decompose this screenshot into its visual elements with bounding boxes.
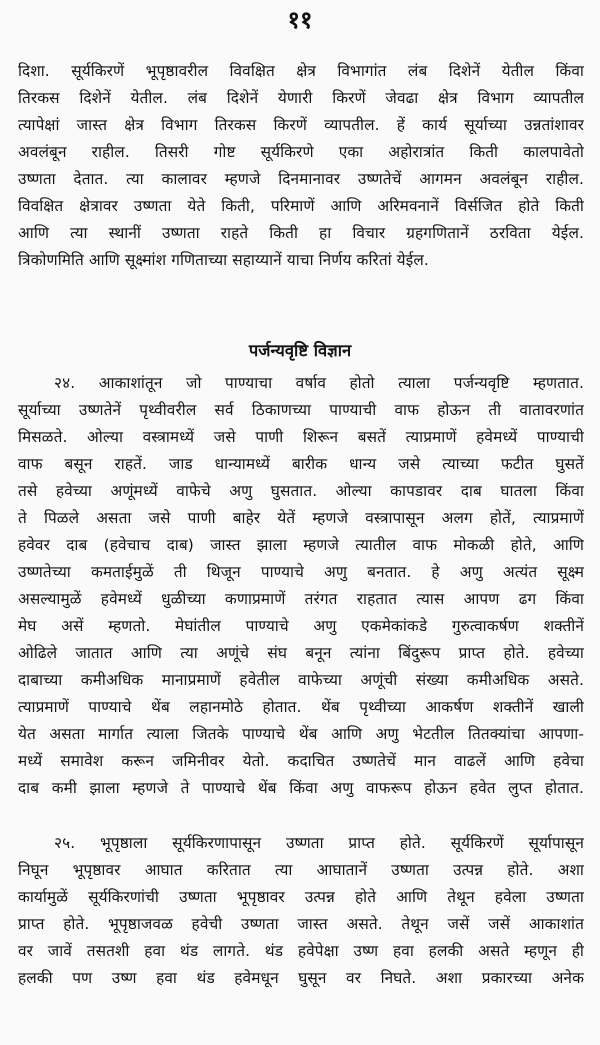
text-line: दिशा. सूर्यकिरणें भूपृष्ठावरील विवक्षित क्षेत्र विभागांत लंब दिशेनें येतील किंवा <box>18 62 584 80</box>
text-line: उष्णता देतात. त्या कालावर म्हणजे दिनमानावर उष्णतेचें आगमन अवलंबून राहील. <box>18 170 584 188</box>
text-line: तिरकस दिशेनें येतील. लंब दिशेनें येणारी किरणें जेवढा क्षेत्र विभाग व्यापतील <box>18 89 584 107</box>
text-line: तसे हवेच्या अणूंमध्यें वाफेचे अणु घुसतात. ओल्या कापडावर दाब घातला किंवा <box>18 482 584 500</box>
text-line: २५. भूपृष्ठाला सूर्यकिरणापासून उष्णता प्राप्त होते. सूर्यकिरणें सूर्यापासून <box>54 834 584 852</box>
text-line: हलकी पण उष्ण हवा थंड हवेमधून घुसून वर निघते. अशा प्रकारच्या अनेक <box>18 969 584 987</box>
text-line: दाब कमी झाला म्हणजे ते पाण्याचे थेंब किंवा अणु वाफरूप होऊन हवेत लुप्त होतात. <box>18 779 584 797</box>
text-line: २४. आकाशांतून जो पाण्याचा वर्षाव होतो त्याला पर्जन्यवृष्टि म्हणतात. <box>54 374 584 392</box>
page-number: ११ <box>287 6 313 34</box>
text-line: मेघ असें म्हणतो. मेघांतील पाण्याचे अणु एकमेकांकडे गुरुत्वाकर्षण शक्तीनें <box>18 617 584 635</box>
section-heading: पर्जन्यवृष्टि विज्ञान <box>248 341 352 360</box>
text-line: आणि त्या स्थानीं उष्णता राहते किती हा विचार ग्रहगणितानें ठरविता येईल. <box>18 224 584 242</box>
text-line: ओढिले जातात आणि त्या अणूंचे संघ बनून त्यांना बिंदुरूप प्राप्त होते. हवेच्या <box>18 644 584 662</box>
text-line: अवलंबून राहील. तिसरी गोष्ट सूर्यकिरणे एका अहोरात्रांत किती कालपावेतो <box>18 143 584 161</box>
text-line: येत असता मार्गात त्याला जितके पाण्याचे थेंब आणि अणु भेटतील तितक्यांचा आपणा- <box>18 725 584 743</box>
text-line: निघून भूपृष्ठावर आघात करितात त्या आघातानें उष्णता उत्पन्न होते. अशा <box>18 861 584 879</box>
text-line: ते पिळले असता जसे पाणी बाहेर येतें म्हणजे वस्त्रापासून अलग होतें, त्याप्रमाणें <box>18 509 584 527</box>
text-line: त्यापेक्षां जास्त क्षेत्र विभाग तिरकस किरणें व्यापतील. हें कार्य सूर्याच्या उन्नतांशावर <box>18 116 584 134</box>
text-line: वर जावें तसतशी हवा थंड लागते. थंड हवेपेक्षा उष्ण हवा हलकी असते म्हणून ही <box>18 942 584 960</box>
text-line: असल्यामुळें हवेमध्यें धुळीच्या कणाप्रमाणें तरंगत राहतात त्यास आपण ढग किंवा <box>18 590 584 608</box>
text-line: वाफ बसून राहतें. जाड धान्यामध्यें बारीक धान्य जसे त्याच्या फटीत घुसतें <box>18 455 584 473</box>
text-line: कार्यामुळें सूर्यकिरणांची उष्णता भूपृष्ठावर उत्पन्न होते आणि तेथून हवेला उष्णता <box>18 888 584 906</box>
text-line: विवक्षित क्षेत्रावर उष्णता येते किती, परिमाणें आणि अरिमवनानें विर्सजित होते किती <box>18 197 584 215</box>
text-line: उष्णतेच्या कमताईमुळें ती थिजून पाण्याचे अणु बनतात. हे अणु अत्यंत सूक्ष्म <box>18 563 584 581</box>
text-line: त्रिकोणमिति आणि सूक्ष्मांश गणिताच्या सहाय्यानें याचा निर्णय करितां येईल. <box>18 251 429 269</box>
text-line: हवेवर दाब (हवेचाच दाब) जास्त झाला म्हणजे त्यातील वाफ मोकळी होते, आणि <box>18 536 584 554</box>
text-line: सूर्याच्या उष्णतेनें पृथ्वीवरील सर्व ठिकाणच्या पाण्याची वाफ होऊन ती वातावरणांत <box>18 401 584 419</box>
text-line: प्राप्त होते. भूपृष्ठाजवळ हवेची उष्णता जास्त असते. तेथून जसें जसें आकाशांत <box>18 915 584 933</box>
text-line: त्याप्रमाणें पाण्याचे थेंब लहानमोठे होतात. थेंब पृथ्वीच्या आकर्षण शक्तीनें खाली <box>18 698 584 716</box>
text-line: दाबाच्या कमीअधिक मानाप्रमाणें हवेतील वाफेच्या अणूंची संख्या कमीअधिक असते. <box>18 671 584 689</box>
text-line: मध्यें समावेश करून जमिनीवर येतो. कदाचित उष्णतेचें मान वाढलें आणि हवेचा <box>18 752 584 770</box>
text-line: मिसळते. ओल्या वस्त्रामध्यें जसे पाणी शिरून बसतें त्याप्रमाणें हवेमध्यें पाण्याची <box>18 428 584 446</box>
